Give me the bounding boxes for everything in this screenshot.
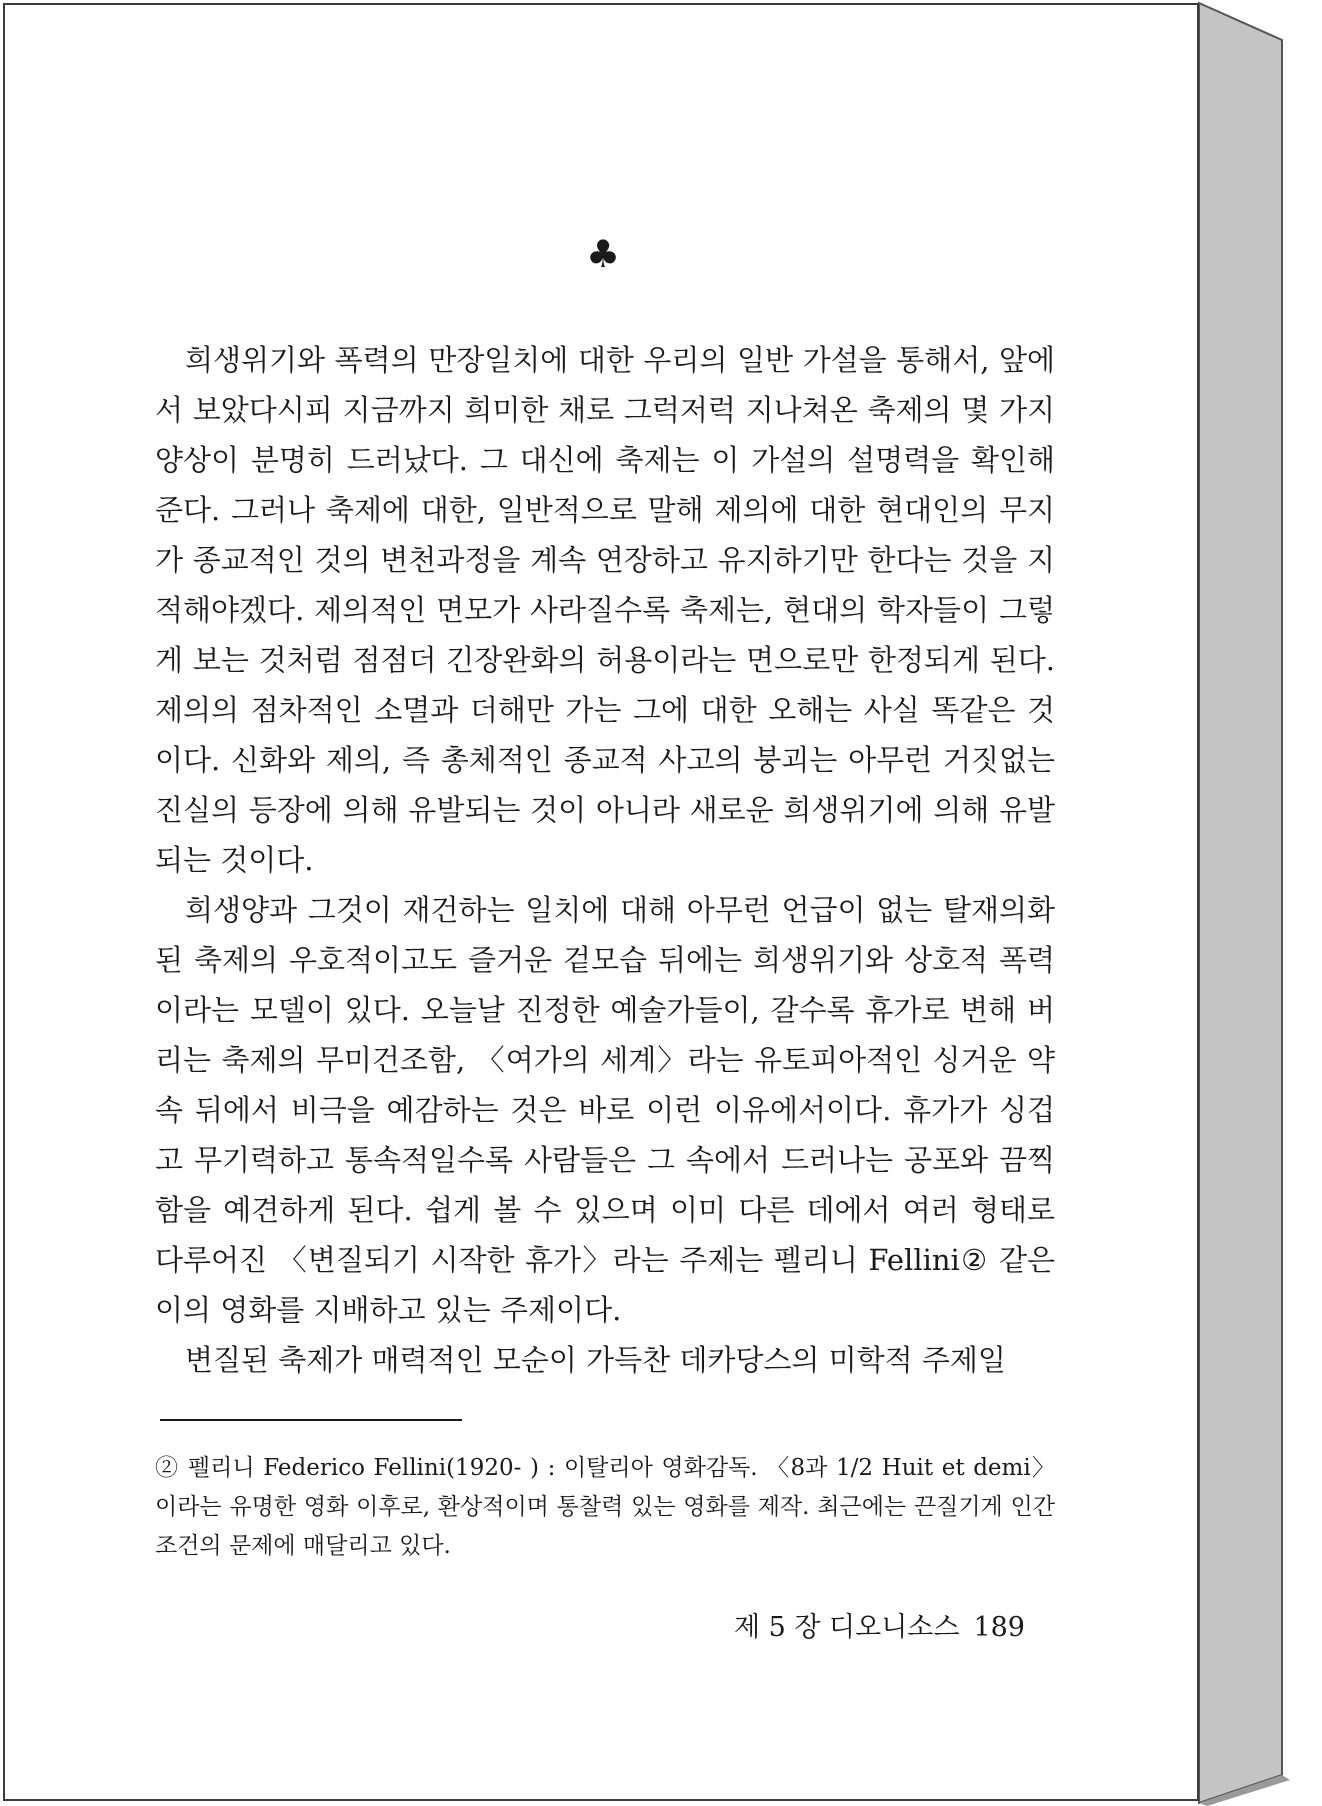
body-paragraph: 변질된 축제가 매력적인 모순이 가득찬 데카당스의 미학적 주제일: [185, 1343, 1006, 1377]
club-ornament-icon: ♣: [585, 232, 621, 276]
body-paragraph: 희생위기와 폭력의 만장일치에 대한 우리의 일반 가설을 통해서, 앞에서 보았다시피 지금까지 희미한 채로 그럭저럭 지나쳐온 축제의 몇 가지 양상이 분명히 드러났다. 그 대신에 축제는 이 가설의 설명력을 확인해 준다. 그러나 축제에 대한, 일반적으로 말해 제의에 대한 현대인의 무지가 종교적인 것의 변천과정을 계속 연장하고 유지하기만 한다는 것을 지적해야겠다. 제의적인 면모가 사라질수록 축제는, 현대의 학자들이 그렇게 보는 것처럼 점점더 긴장완화의 허용이라는 면으로만 한정되게 된다. 제의의 점차적인 소멸과 더해만 가는 그에 대한 오해는 사실 똑같은 것이다. 신화와 제의, 즉 총체적인 종교적 사고의 붕괴는 아무런 거짓없는 진실의 등장에 의해 유발되는 것이 아니라 새로운 희생위기에 의해 유발되는 것이다.: [155, 343, 1055, 877]
body-paragraph: 희생양과 그것이 재건하는 일치에 대해 아무런 언급이 없는 탈재의화된 축제의 우호적이고도 즐거운 겉모습 뒤에는 희생위기와 상호적 폭력이라는 모델이 있다. 오늘날 진정한 예술가들이, 갈수록 휴가로 변해 버리는 축제의 무미건조함, 〈여가의 세계〉라는 유토피아적인 싱거운 약속 뒤에서 비극을 예감하는 것은 바로 이런 이유에서이다. 휴가가 싱겁고 무기력하고 통속적일수록 사람들은 그 속에서 드러나는 공포와 끔찍함을 예견하게 된다. 쉽게 볼 수 있으며 이미 다른 데에서 여러 형태로 다루어진 〈변질되기 시작한 휴가〉라는 주제는 펠리니 Fellini② 같은 이의 영화를 지배하고 있는 주제이다.: [155, 893, 1055, 1327]
running-footer: [605, 1605, 1025, 1644]
book-page: [3, 3, 1199, 1801]
chapter-title: 제 5 장 디오니소스: [733, 1612, 960, 1643]
footnote-divider: [160, 1419, 462, 1421]
body-text: [155, 335, 1055, 1385]
page-number: 189: [973, 1612, 1025, 1643]
footnote: ② 펠리니 Federico Fellini(1920- ) : 이탈리아 영화감독. 〈8과 1/2 Huit et demi〉이라는 유명한 영화 이후로, 환상적이며 통찰력 있는 영화를 제작. 최근에는 끈질기게 인간조건의 문제에 매달리고 있다.: [155, 1455, 1055, 1559]
